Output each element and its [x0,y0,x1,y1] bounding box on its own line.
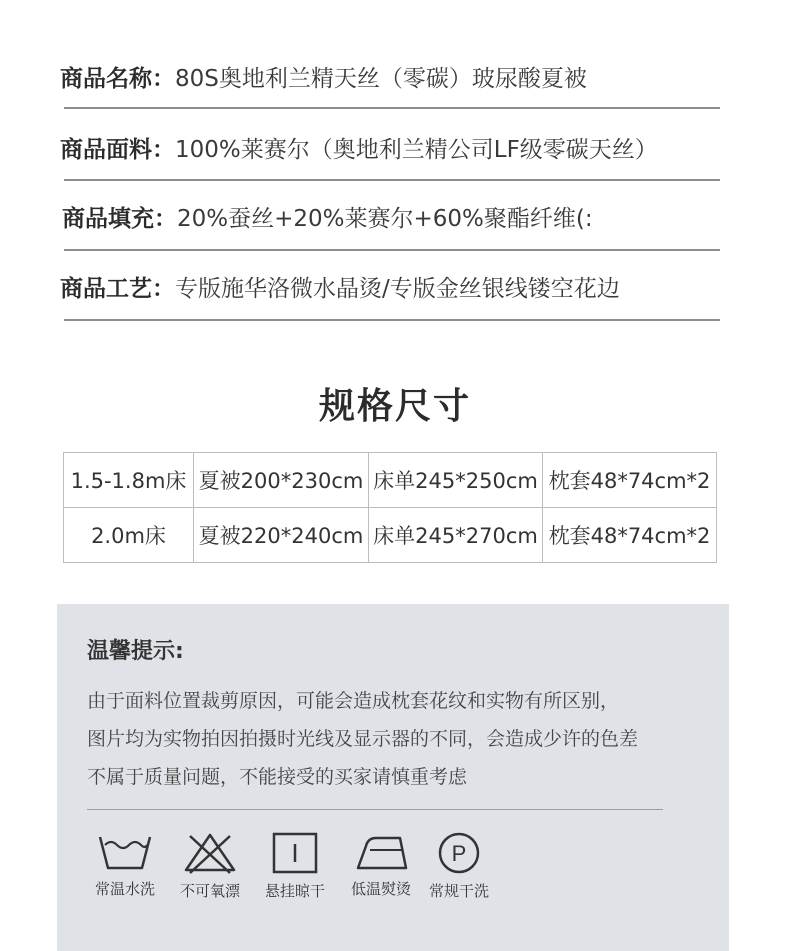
divider [64,319,720,321]
care-label: 悬挂晾干 [264,882,325,900]
spec-key: 商品面料： [60,137,175,163]
spec-key: 商品名称： [60,66,175,92]
notice-line: 由于面料位置裁剪原因，可能会造成枕套花纹和实物有所区别， [87,690,620,712]
notice-line: 不属于质量问题，不能接受的买家请慎重考虑 [87,766,468,788]
spec-key: 商品填充： [62,206,177,232]
no-bleach-icon [182,832,238,874]
divider [64,249,720,251]
spec-value: 80S奥地利兰精天丝（零碳）玻尿酸夏被 [175,66,587,92]
care-label: 低温熨烫 [350,880,411,898]
care-label: 常温水洗 [94,880,155,898]
dry-clean-symbol: P [451,841,467,866]
hang-dry-icon [271,832,319,874]
table-cell: 床单245*270cm [369,508,543,563]
spec-value: 专版施华洛微水晶烫/专版金丝银线镂空花边 [175,276,620,302]
low-iron-icon [354,832,408,872]
spec-value: 100%莱赛尔（奥地利兰精公司LF级零碳天丝） [175,137,658,163]
care-item-hang [252,832,338,901]
care-item-iron [338,832,424,899]
table-row [64,453,717,508]
spec-key: 商品工艺： [60,276,175,302]
divider [64,107,720,109]
table-cell: 夏被220*240cm [194,508,369,563]
dry-clean-p-icon [437,832,481,874]
table-cell: 夏被200*230cm [194,453,369,508]
table-cell: 1.5-1.8m床 [64,453,194,508]
spec-row-name [60,60,720,93]
divider [64,179,720,181]
table-cell: 床单245*250cm [369,453,543,508]
table-row [64,508,717,563]
table-cell: 枕套48*74cm*2 [543,453,717,508]
table-cell: 2.0m床 [64,508,194,563]
care-label: 不可氧漂 [179,882,240,900]
notice-title: 温馨提示: [87,639,184,664]
care-item-dryclean [419,832,499,901]
notice-divider [87,809,663,810]
spec-row-filling [62,200,606,233]
spec-row-craft [60,270,720,303]
care-label: 常规干洗 [428,882,489,900]
spec-value: 20%蚕丝+20%莱赛尔+60%聚酯纤维(: [177,206,593,232]
care-item-bleach [170,832,250,901]
table-cell: 枕套48*74cm*2 [543,508,717,563]
spec-row-fabric [60,131,720,164]
size-section-title: 规格尺寸 [318,386,471,427]
notice-line: 图片均为实物拍因拍摄时光线及显示器的不同，会造成少许的色差 [87,728,639,750]
care-item-wash [85,832,165,899]
notice-panel [57,604,729,951]
size-table [63,452,717,563]
washing-tub-icon [97,832,153,872]
